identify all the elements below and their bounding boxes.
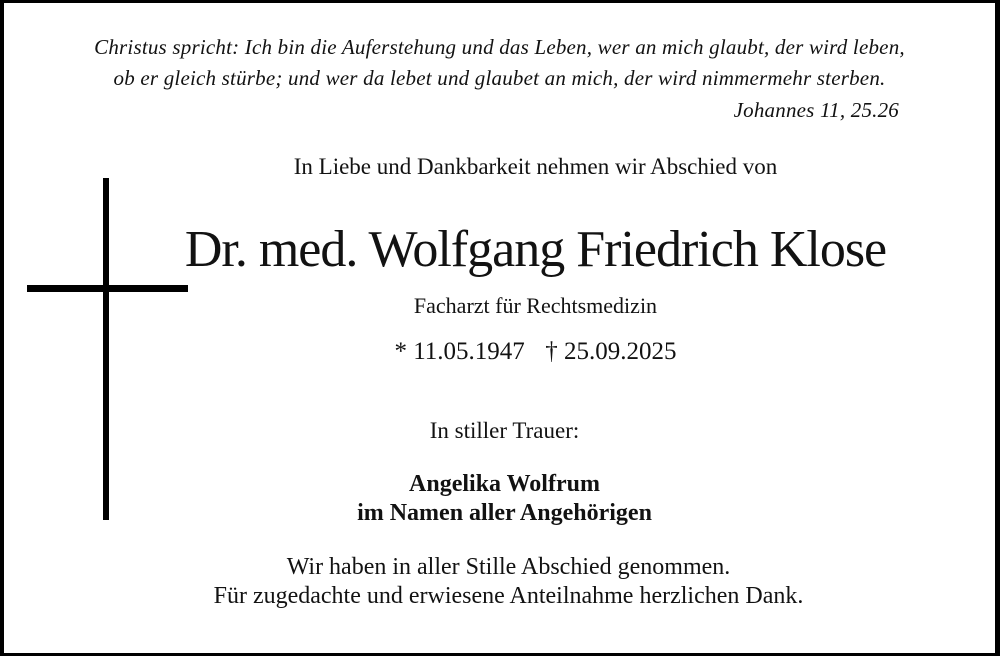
birth-date: 11.05.1947 [413,338,525,365]
closing-section [4,553,995,611]
death-date: 25.09.2025 [564,338,677,365]
deceased-section [4,153,995,367]
birth-symbol: * [394,338,407,365]
closing-line-1: Wir haben in aller Stille Abschied genommen. [286,554,731,580]
mourner-name: Angelika Wolfrum [409,471,600,497]
cross-icon-horizontal-bar [27,285,188,292]
closing-line-2: Für zugedachte und erwiesene Anteilnahme herzlichen Dank. [213,583,804,609]
deceased-profession: Facharzt für Rechtsmedizin [413,293,658,318]
scripture-quote [4,32,995,126]
farewell-intro: In Liebe und Dankbarkeit nehmen wir Abschied von [293,154,778,179]
mourning-section [4,417,995,528]
scripture-line-1: Christus spricht: Ich bin die Auferstehung und das Leben, wer an mich glaubt, der wird leben, [94,35,905,59]
scripture-line-2: ob er gleich stürbe; und wer da lebet und glaubet an mich, der wird nimmermehr sterben. [113,66,886,90]
vital-dates [76,337,995,367]
mourner-on-behalf: im Namen aller Angehörigen [357,500,652,526]
cross-icon-vertical-bar [103,178,109,520]
death-symbol: † [545,338,558,365]
mourning-intro: In stiller Trauer: [429,418,580,443]
scripture-attribution: Johannes 11, 25.26 [733,98,899,122]
deceased-name: Dr. med. Wolfgang Friedrich Klose [184,221,887,278]
mourners [14,470,995,528]
